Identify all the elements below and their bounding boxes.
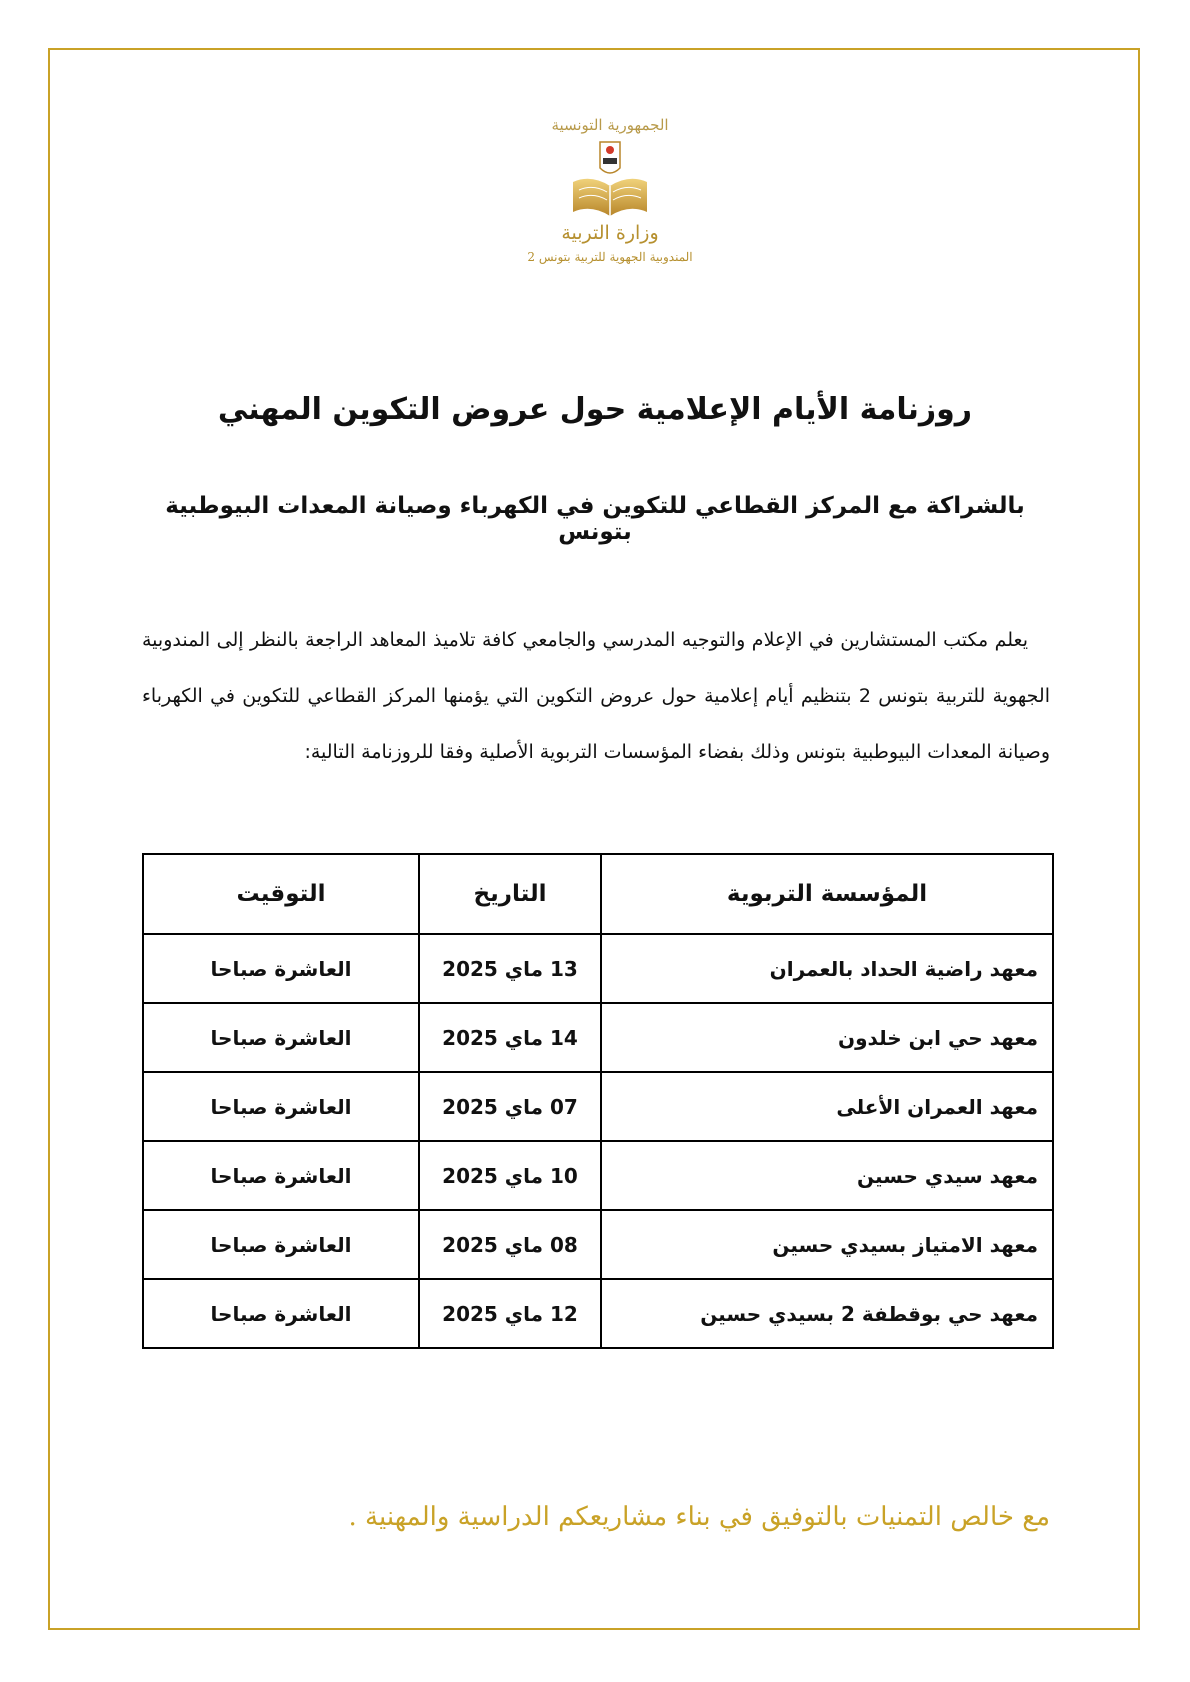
closing-wishes: مع خالص التمنيات بالتوفيق في بناء مشاريعكم الدراسية والمهنية . [348, 1502, 1050, 1532]
cell-institution: معهد راضية الحداد بالعمران [601, 934, 1053, 1003]
ministry-logo [520, 110, 700, 300]
cell-date: 14 ماي 2025 [419, 1003, 601, 1072]
table-row [143, 1279, 1053, 1348]
cell-institution: معهد حي بوقطفة 2 بسيدي حسين [601, 1279, 1053, 1348]
announcement-paragraph: يعلم مكتب المستشارين في الإعلام والتوجيه المدرسي والجامعي كافة تلاميذ المعاهد الراجعة بالنظر إلى المندوبية الجهوية للتربية بتونس 2 بتنظيم أيام إعلامية حول عروض التكوين التي يؤمنها المركز القطاعي للتكوين في الكهرباء وصيانة المعدات البيوطبية بتونس وذلك بفضاء المؤسسات التربوية الأصلية وفقا للروزنامة التالية: [142, 629, 1050, 763]
announcement-text [142, 612, 1050, 780]
cell-institution: معهد سيدي حسين [601, 1141, 1053, 1210]
schedule-table [142, 853, 1054, 1349]
cell-date: 08 ماي 2025 [419, 1210, 601, 1279]
cell-date: 10 ماي 2025 [419, 1141, 601, 1210]
ministry-label: وزارة التربية [561, 222, 659, 244]
cell-time: العاشرة صباحا [143, 1279, 419, 1348]
cell-institution: معهد الامتياز بسيدي حسين [601, 1210, 1053, 1279]
header-time: التوقيت [143, 854, 419, 934]
header-date: التاريخ [419, 854, 601, 934]
cell-time: العاشرة صباحا [143, 1072, 419, 1141]
table-row [143, 1003, 1053, 1072]
book-emblem-icon [565, 138, 655, 220]
table-row [143, 1072, 1053, 1141]
table-row [143, 1210, 1053, 1279]
cell-time: العاشرة صباحا [143, 1210, 419, 1279]
table-row [143, 934, 1053, 1003]
cell-date: 07 ماي 2025 [419, 1072, 601, 1141]
cell-institution: معهد حي ابن خلدون [601, 1003, 1053, 1072]
cell-time: العاشرة صباحا [143, 1003, 419, 1072]
cell-date: 12 ماي 2025 [419, 1279, 601, 1348]
page-title: روزنامة الأيام الإعلامية حول عروض التكوين المهني [217, 392, 973, 427]
cell-institution: معهد العمران الأعلى [601, 1072, 1053, 1141]
page-subtitle: بالشراكة مع المركز القطاعي للتكوين في الكهرباء وصيانة المعدات البيوطبية بتونس [165, 493, 1025, 545]
table-row [143, 1141, 1053, 1210]
table-header-row [143, 854, 1053, 934]
cell-date: 13 ماي 2025 [419, 934, 601, 1003]
header-institution: المؤسسة التربوية [601, 854, 1053, 934]
cell-time: العاشرة صباحا [143, 934, 419, 1003]
cell-time: العاشرة صباحا [143, 1141, 419, 1210]
republic-label: الجمهورية التونسية [551, 116, 669, 134]
region-label: المندوبية الجهوية للتربية بتونس 2 [527, 250, 693, 264]
